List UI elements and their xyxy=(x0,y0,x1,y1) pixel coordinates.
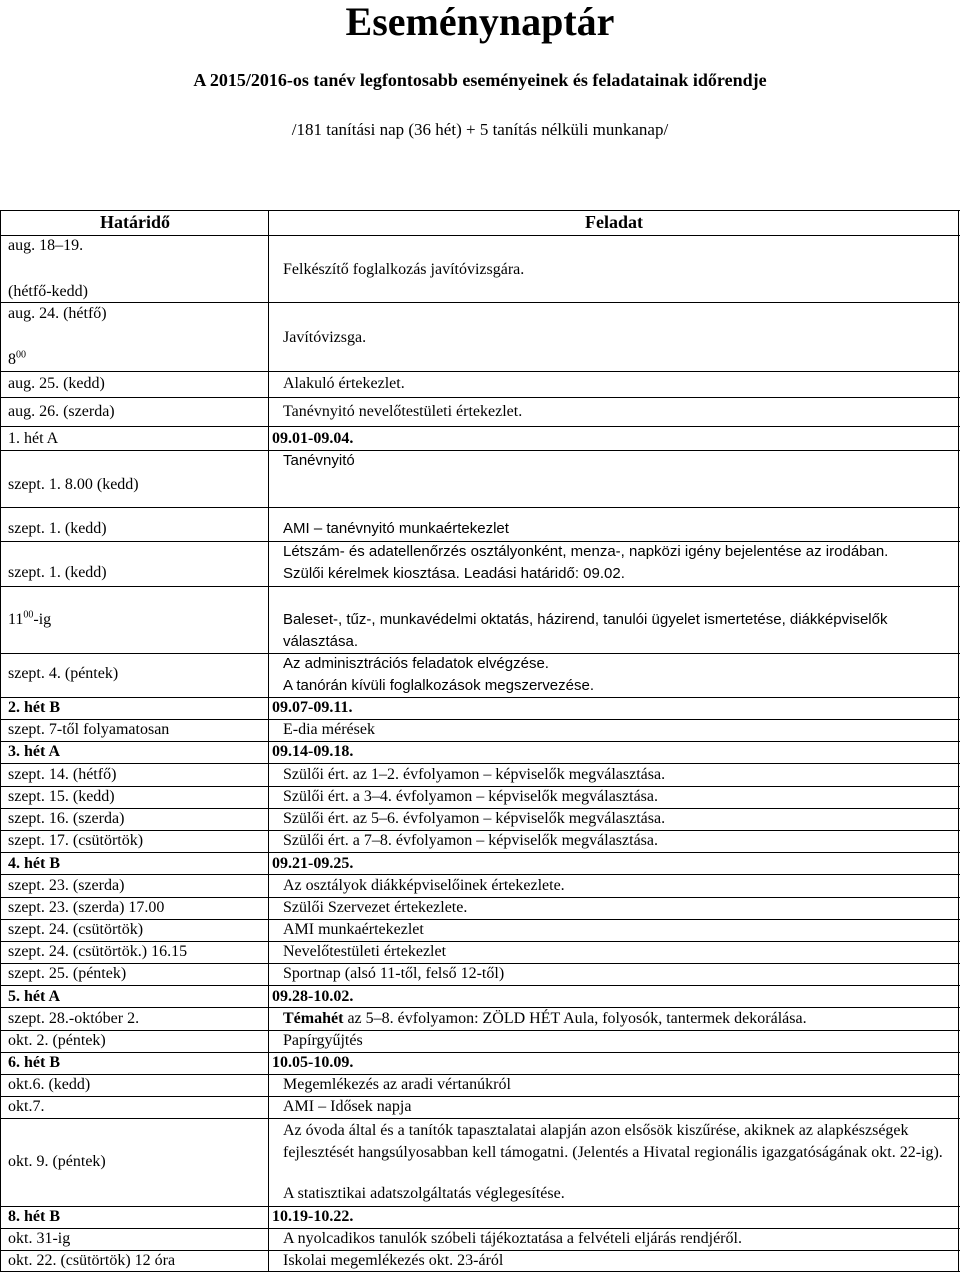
row-task: Az óvoda által és a tanítók tapasztalatai alapján azon elsősök kiszűrése, akiknek az alapkészségek fejlesztését hangsúlyosabban kell támogatni. (Jelentés a Hivatal regionális igazgatóságának okt. 22-ig). xyxy=(283,1122,943,1161)
row-date: szept. 23. (szerda) 17.00 xyxy=(8,899,165,916)
row-border xyxy=(0,302,960,303)
row-task: Papírgyűjtés xyxy=(283,1032,363,1049)
week-range: 09.01-09.04. xyxy=(272,430,354,447)
week-range: 09.14-09.18. xyxy=(272,743,354,760)
row-border xyxy=(0,507,960,508)
row-border xyxy=(0,763,960,764)
row-border xyxy=(0,919,960,920)
row-date: okt.7. xyxy=(8,1098,45,1115)
row-date: okt. 2. (péntek) xyxy=(8,1032,106,1049)
row-date: okt. 22. (csütörtök) 12 óra xyxy=(8,1252,176,1269)
row-border xyxy=(0,1118,960,1119)
row-task: Iskolai megemlékezés okt. 23-áról xyxy=(283,1252,504,1269)
row-border xyxy=(0,874,960,875)
row-date: aug. 24. (hétfő) xyxy=(8,305,107,322)
row-task: Szülői ért. a 3–4. évfolyamon – képviselők megválasztása. xyxy=(283,788,659,805)
row-border xyxy=(0,1007,960,1008)
row-border xyxy=(0,450,960,451)
row-task: E-dia mérések xyxy=(283,721,375,738)
row-date: szept. 1. (kedd) xyxy=(8,564,107,581)
table-bottom-border xyxy=(0,1271,960,1272)
week-label: 8. hét B xyxy=(8,1208,60,1225)
row-time-hour: 11 xyxy=(8,611,24,628)
row-date: okt.6. (kedd) xyxy=(8,1076,91,1093)
row-time-minutes: 00 xyxy=(23,609,34,621)
row-task: Nevelőtestületi értekezlet xyxy=(283,943,447,960)
row-date: szept. 1. 8.00 (kedd) xyxy=(8,476,139,493)
row-task: A statisztikai adatszolgáltatás véglegesítése. xyxy=(283,1185,565,1202)
week-label: 6. hét B xyxy=(8,1054,60,1071)
row-time-suffix: -ig xyxy=(33,611,52,628)
row-date: szept. 23. (szerda) xyxy=(8,877,125,894)
row-border xyxy=(0,397,960,398)
row-task: AMI munkaértekezlet xyxy=(283,921,424,938)
row-date: szept. 24. (csütörtök) xyxy=(8,921,144,938)
row-task xyxy=(283,1009,807,1029)
row-time xyxy=(8,610,51,630)
row-task: Az osztályok diákképviselőinek értekezlete. xyxy=(283,877,565,894)
row-border xyxy=(0,985,960,986)
row-task: Szülői ért. az 1–2. évfolyamon – képviselők megválasztása. xyxy=(283,766,666,783)
row-date: szept. 28.-október 2. xyxy=(8,1010,140,1027)
table-top-border xyxy=(0,210,960,211)
row-date: aug. 26. (szerda) xyxy=(8,403,115,420)
row-border xyxy=(0,697,960,698)
row-border xyxy=(0,1052,960,1053)
week-label: 2. hét B xyxy=(8,699,60,716)
row-border xyxy=(0,426,960,427)
row-date: szept. 7-től folyamatosan xyxy=(8,721,170,738)
row-task: Az adminisztrációs feladatok elvégzése. xyxy=(283,655,549,672)
row-task: Baleset-, tűz-, munkavédelmi oktatás, házirend, tanulói ügyelet ismertetése, diákképviselők választása. xyxy=(283,611,888,650)
row-border xyxy=(0,1206,960,1207)
row-time-minutes: 00 xyxy=(16,349,26,361)
header-task: Feladat xyxy=(585,212,643,232)
row-date: szept. 17. (csütörtök) xyxy=(8,832,144,849)
row-date: okt. 31-ig xyxy=(8,1230,71,1247)
row-task: A nyolcadikos tanulók szóbeli tájékoztatása a felvételi eljárás rendjéről. xyxy=(283,1230,742,1247)
row-border xyxy=(0,741,960,742)
row-date: szept. 15. (kedd) xyxy=(8,788,115,805)
row-date: aug. 18–19. xyxy=(8,237,84,254)
row-task: AMI – tanévnyitó munkaértekezlet xyxy=(283,520,509,537)
row-task: Tanévnyitó xyxy=(283,452,355,469)
row-date: szept. 24. (csütörtök.) 16.15 xyxy=(8,943,188,960)
row-date: szept. 1. (kedd) xyxy=(8,520,107,537)
row-task: Megemlékezés az aradi vértanúkról xyxy=(283,1076,511,1093)
week-range: 09.07-09.11. xyxy=(272,699,353,716)
school-days-note: /181 tanítási nap (36 hét) + 5 tanítás nélküli munkanap/ xyxy=(291,120,669,139)
row-task: Tanévnyitó nevelőtestületi értekezlet. xyxy=(283,403,523,420)
row-border xyxy=(0,1030,960,1031)
row-task: Sportnap (alsó 11-től, felső 12-től) xyxy=(283,965,505,982)
row-date: szept. 4. (péntek) xyxy=(8,665,119,682)
row-date: szept. 25. (péntek) xyxy=(8,965,127,982)
week-label: 3. hét A xyxy=(8,743,60,760)
row-task: Javítóvizsga. xyxy=(283,329,367,346)
row-border xyxy=(0,852,960,853)
week-range: 10.19-10.22. xyxy=(272,1208,354,1225)
header-deadline: Határidő xyxy=(100,212,170,232)
row-task: AMI – Idősek napja xyxy=(283,1098,412,1115)
row-task: Szülői ért. a 7–8. évfolyamon – képviselők megválasztása. xyxy=(283,832,659,849)
row-border xyxy=(0,371,960,372)
week-label: 4. hét B xyxy=(8,855,60,872)
row-date: (hétfő-kedd) xyxy=(8,283,88,300)
week-label: 5. hét A xyxy=(8,988,60,1005)
row-border xyxy=(0,235,960,236)
week-label: 1. hét A xyxy=(8,430,59,447)
row-task: Létszám- és adatellenőrzés osztályonként, menza-, napközi igény bejelentése az irodában. Szülői kérelmek kiosztása. Leadási határidő: 09.02. xyxy=(283,543,889,582)
page-subtitle: A 2015/2016-os tanév legfontosabb eseményeinek és feladatainak időrendje xyxy=(193,70,767,90)
row-task: Felkészítő foglalkozás javítóvizsgára. xyxy=(283,261,525,278)
week-range: 09.21-09.25. xyxy=(272,855,354,872)
row-task: A tanórán kívüli foglalkozások megszervezése. xyxy=(283,677,594,694)
week-range: 10.05-10.09. xyxy=(272,1054,354,1071)
row-date: aug. 25. (kedd) xyxy=(8,375,105,392)
page-title: Eseménynaptár xyxy=(345,0,615,44)
row-date: szept. 16. (szerda) xyxy=(8,810,125,827)
row-task: Szülői ért. az 5–6. évfolyamon – képviselők megválasztása. xyxy=(283,810,666,827)
row-time xyxy=(8,350,26,370)
row-task: Alakuló értekezlet. xyxy=(283,375,405,392)
row-task: Szülői Szervezet értekezlete. xyxy=(283,899,468,916)
theme-week-text: az 5–8. évfolyamon: ZÖLD HÉT Aula, folyosók, tantermek dekorálása. xyxy=(343,1010,807,1027)
row-border xyxy=(0,1096,960,1097)
theme-week-label: Témahét xyxy=(283,1010,344,1027)
row-time-hour: 8 xyxy=(8,351,16,368)
row-date: szept. 14. (hétfő) xyxy=(8,766,117,783)
row-date: okt. 9. (péntek) xyxy=(8,1153,106,1170)
row-border xyxy=(0,586,960,587)
week-range: 09.28-10.02. xyxy=(272,988,354,1005)
